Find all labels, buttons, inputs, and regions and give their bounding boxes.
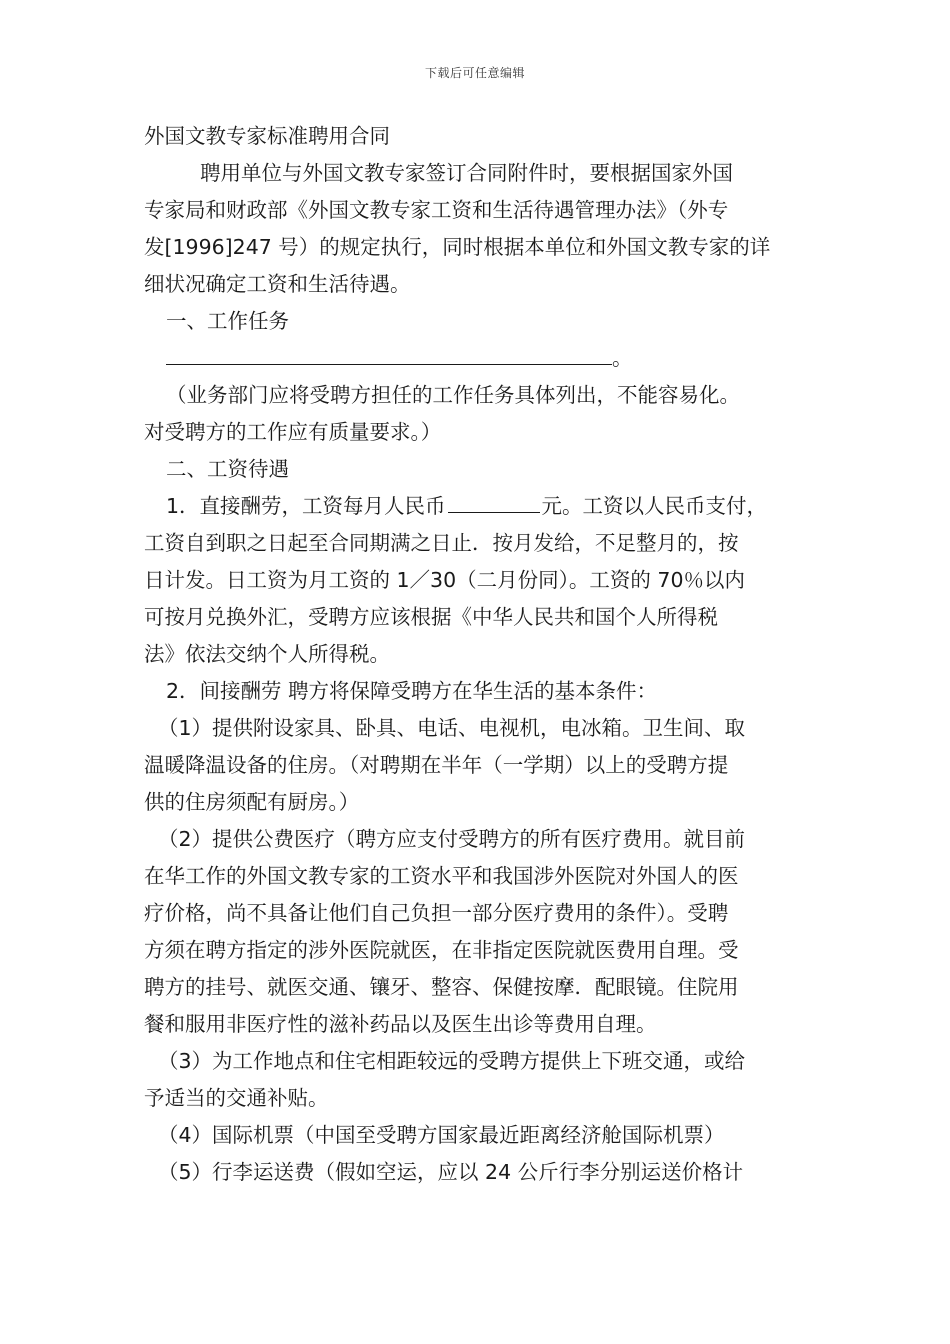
intro-line: 发[1996]247 号）的规定执行，同时根据本单位和外国文教专家的详: [144, 235, 771, 259]
work-task-blank-line: [144, 340, 816, 377]
sub-item-3-line: 予适当的交通补贴。: [144, 1086, 329, 1110]
blank-suffix: 。: [612, 346, 633, 370]
sub-item-3: （3）为工作地点和住宅相距较远的受聘方提供上下班交通，或给: [158, 1049, 746, 1073]
sub-item-2-line: 餐和服用非医疗性的滋补药品以及医生出诊等费用自理。: [144, 1012, 657, 1036]
sub-item-5: （5）行李运送费（假如空运，应以 24 公斤行李分别运送价格计: [158, 1160, 744, 1184]
work-task-note: （业务部门应将受聘方担任的工作任务具体列出，不能容易化。: [166, 383, 740, 407]
sub-item-2-line: 在华工作的外国文教专家的工资水平和我国涉外医院对外国人的医: [144, 864, 739, 888]
salary-item-1-line: 可按月兑换外汇，受聘方应该根据《中华人民共和国个人所得税: [144, 605, 718, 629]
work-task-note: 对受聘方的工作应有质量要求。）: [144, 420, 442, 444]
salary-item-2: 2．间接酬劳 聘方将保障受聘方在华生活的基本条件：: [166, 679, 658, 703]
section-heading-work-tasks: 一、工作任务: [166, 309, 289, 333]
sub-item-2-line: 聘方的挂号、就医交通、镶牙、整容、保健按摩．配眼镜。住院用: [144, 975, 739, 999]
salary-amount-blank[interactable]: [448, 492, 540, 513]
sub-item-1: （1）提供附设家具、卧具、电话、电视机，电冰箱。卫生间、取: [158, 716, 746, 740]
document-body: [144, 118, 816, 1191]
salary-item-1-line: 法》依法交纳个人所得税。: [144, 642, 390, 666]
sub-item-1-line: 温暖降温设备的住房。（对聘期在半年（一学期）以上的受聘方提: [144, 753, 729, 777]
sub-item-2-line: 方须在聘方指定的涉外医院就医，在非指定医院就医费用自理。受: [144, 938, 739, 962]
salary-item-1-line: 工资自到职之日起至合同期满之日止．按月发给，不足整月的，按: [144, 531, 739, 555]
salary-item-1-line: 日计发。日工资为月工资的 1／30（二月份同）。工资的 70％以内: [144, 568, 745, 592]
sub-item-4: （4）国际机票（中国至受聘方国家最近距离经济舱国际机票）: [158, 1123, 725, 1147]
work-task-blank[interactable]: [166, 344, 612, 365]
salary-suffix: 元。工资以人民币支付，: [541, 494, 768, 518]
page-header: 下载后可任意编辑: [424, 66, 525, 80]
sub-item-2: （2）提供公费医疗（聘方应支付受聘方的所有医疗费用。就目前: [158, 827, 746, 851]
intro-line: 专家局和财政部《外国文教专家工资和生活待遇管理办法》（外专: [144, 198, 729, 222]
intro-line: 细状况确定工资和生活待遇。: [144, 272, 411, 296]
sub-item-2-line: 疗价格，尚不具备让他们自己负担一部分医疗费用的条件）。受聘: [144, 901, 729, 925]
section-heading-salary: 二、工资待遇: [166, 457, 289, 481]
sub-item-1-line: 供的住房须配有厨房。）: [144, 790, 360, 814]
intro-line: 聘用单位与外国文教专家签订合同附件时，要根据国家外国: [200, 161, 733, 185]
salary-item-1: [144, 488, 816, 525]
document-title: 外国文教专家标准聘用合同: [144, 124, 390, 148]
salary-prefix: 1．直接酬劳，工资每月人民币: [166, 494, 446, 518]
